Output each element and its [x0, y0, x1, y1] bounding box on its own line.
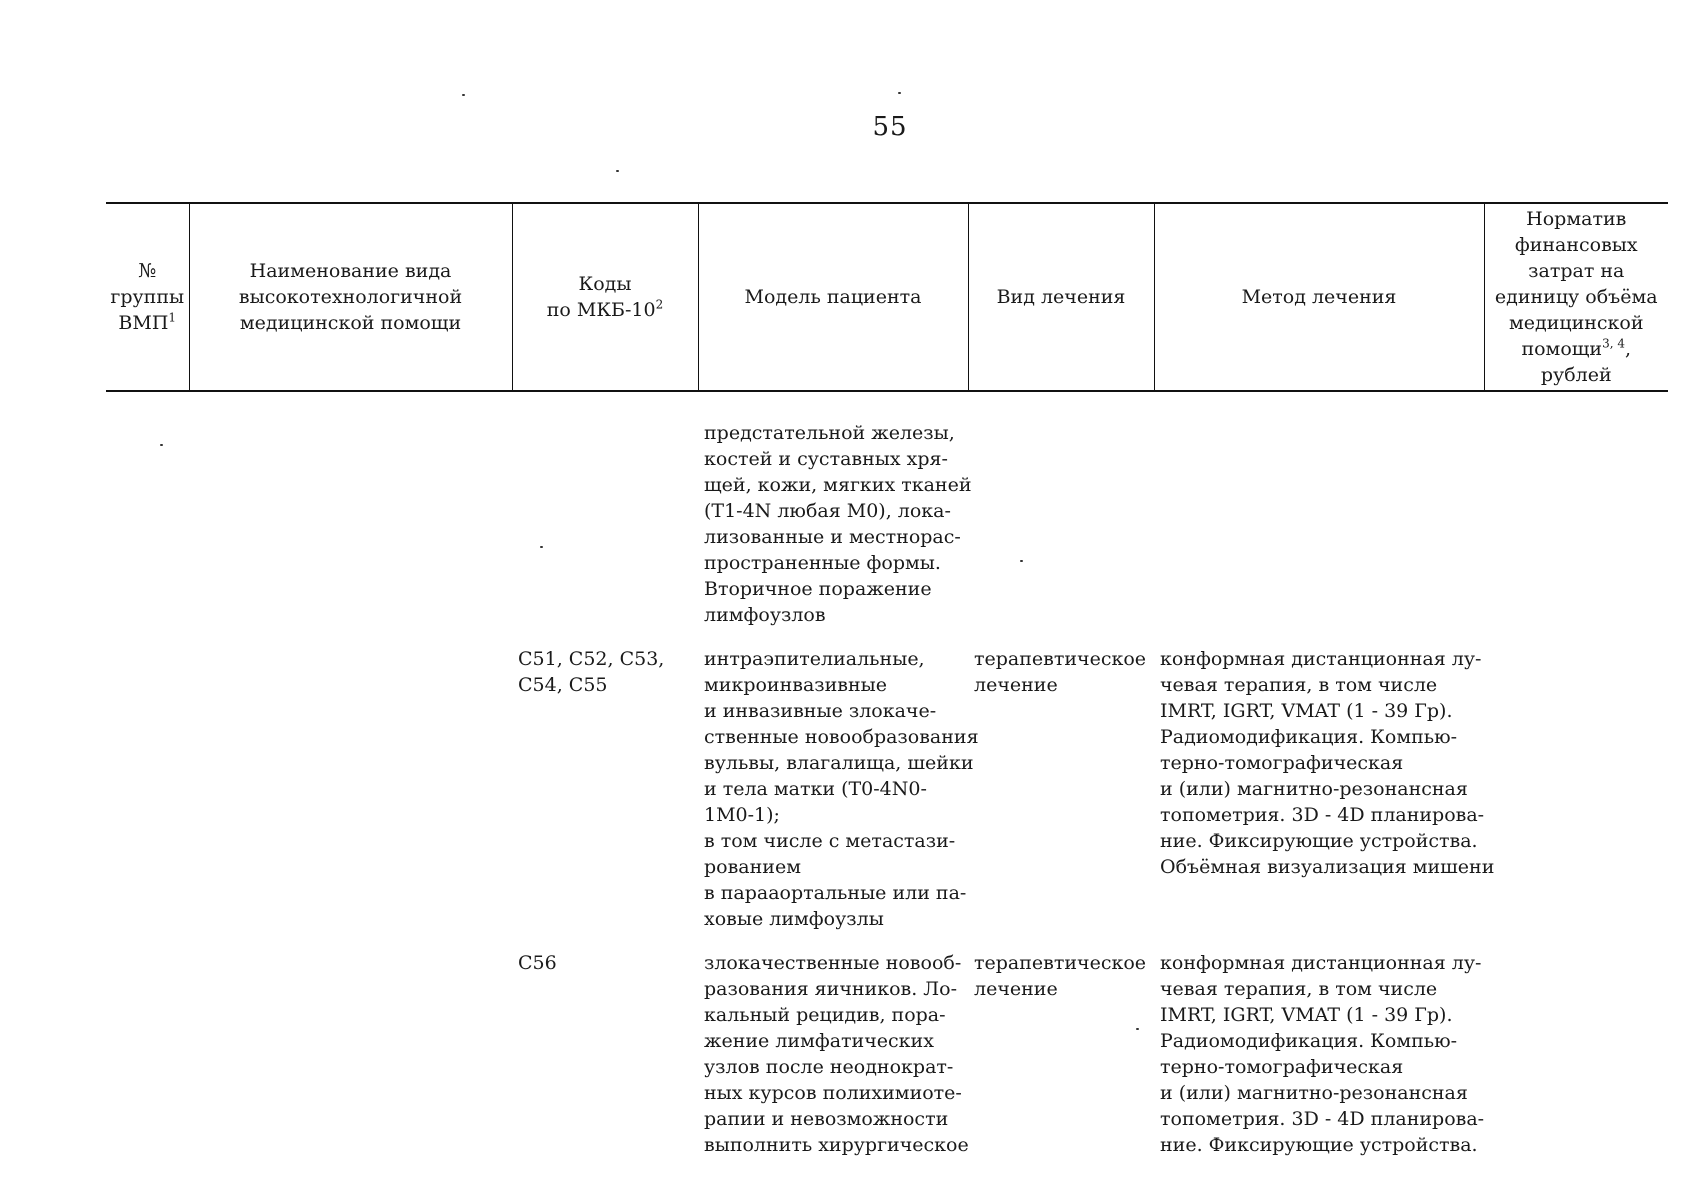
cell-icd-codes — [512, 391, 698, 628]
cell-financial-norm — [1484, 391, 1668, 628]
table-row — [106, 628, 1668, 932]
cell-patient-model: злокачественные новооб- разования яичников. Ло- кальный рецидив, пора- жение лимфатических узлов после неоднократ- ных курсов полихимиоте- рапии и невозможности выполнить хирургическое — [704, 952, 969, 1156]
cell-treatment-method: конформная дистанционная лу- чевая терапия, в том числе IMRT, IGRT, VMAT (1 - 39 Гр). Радиомодификация. Компью- терно-томографическая и (или) магнитно-резонансная топометрия. 3D - 4D планирова- ние. Фиксирующие устройства. Объёмная визуализация мишени — [1160, 648, 1495, 878]
header-financial-norm: Норматив финансовых затрат на единицу объёма медицинской помощи$^{3, 4}$, рублей — [1484, 203, 1668, 391]
cell-group-number — [106, 932, 189, 1158]
vmp-table — [106, 202, 1668, 1158]
cell-financial-norm — [1484, 932, 1668, 1158]
header-treatment-type: Вид лечения — [968, 203, 1154, 391]
scan-speck — [898, 92, 901, 94]
cell-treatment-method: конформная дистанционная лу- чевая терапия, в том числе IMRT, IGRT, VMAT (1 - 39 Гр). Радиомодификация. Компью- терно-томографическая и (или) магнитно-резонансная топометрия. 3D - 4D планирова- ние. Фиксирующие устройства. — [1160, 952, 1485, 1156]
cell-patient-model: предстательной железы, костей и суставных хря- щей, кожи, мягких тканей (T1-4N любая M0), лока- лизованные и местнорас- пространенные формы. Вторичное поражение лимфоузлов — [704, 422, 972, 626]
table-row — [106, 391, 1668, 628]
cell-group-number — [106, 391, 189, 628]
header-care-type-name: Наименование вида высокотехнологичной медицинской помощи — [189, 203, 512, 391]
cell-icd-codes: C51, C52, C53, C54, C55 — [518, 648, 665, 696]
cell-financial-norm — [1484, 628, 1668, 932]
header-patient-model: Модель пациента — [698, 203, 968, 391]
cell-care-type-name — [189, 628, 512, 932]
table-row — [106, 932, 1668, 1158]
scan-speck — [616, 170, 619, 172]
cell-care-type-name — [189, 391, 512, 628]
page-number: 55 — [872, 112, 908, 142]
cell-treatment-type: терапевтическое лечение — [974, 952, 1147, 1000]
header-group-number: № группы ВМП$^1$ — [106, 203, 189, 391]
cell-treatment-method — [1154, 391, 1484, 628]
cell-care-type-name — [189, 932, 512, 1158]
cell-treatment-type — [968, 391, 1154, 628]
table-header — [106, 203, 1668, 391]
cell-icd-codes: C56 — [518, 952, 557, 974]
cell-patient-model: интраэпителиальные, микроинвазивные и инвазивные злокаче- ственные новообразования вульвы, влагалища, шейки и тела матки (T0-4N0- 1M0-1); в том числе с метастази- рованием в парааортальные или па- ховые лимфоузлы — [704, 648, 979, 930]
scan-speck — [462, 94, 465, 96]
header-icd-codes: Коды по МКБ-$10^2$ — [512, 203, 698, 391]
cell-treatment-type: терапевтическое лечение — [974, 648, 1147, 696]
table-body — [106, 391, 1668, 1158]
header-treatment-method: Метод лечения — [1154, 203, 1484, 391]
cell-group-number — [106, 628, 189, 932]
